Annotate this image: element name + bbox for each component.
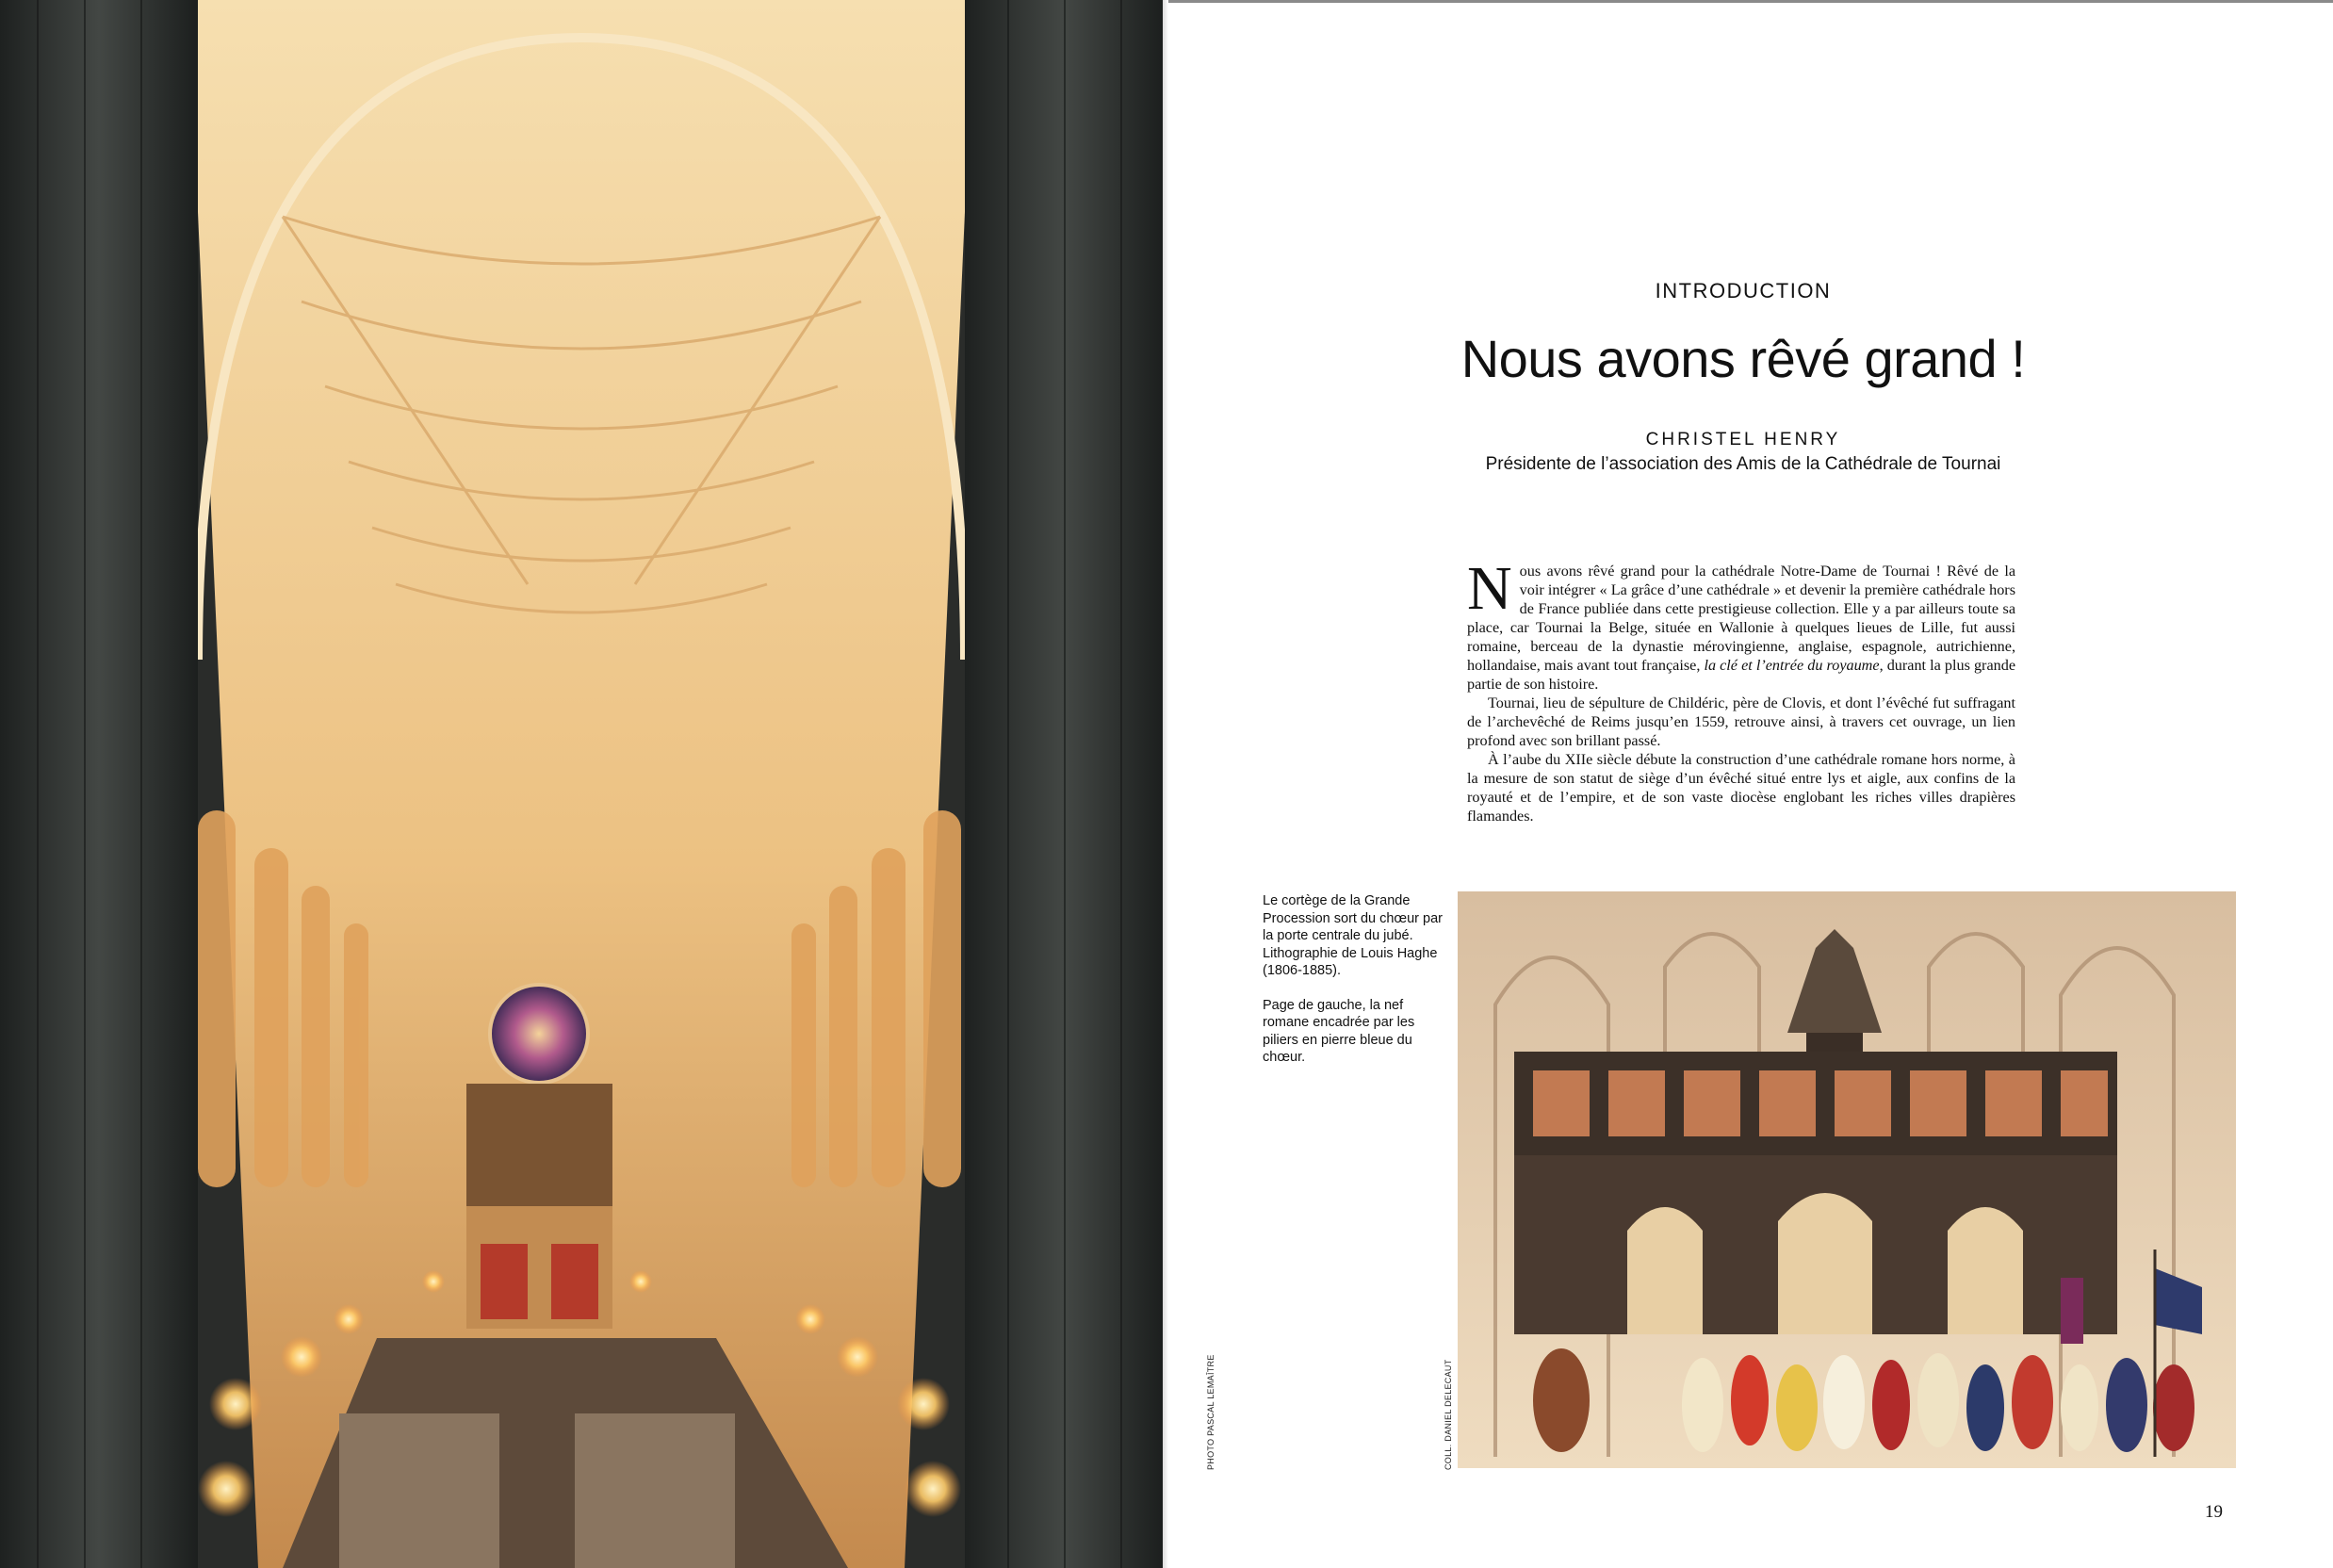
body-text: [1467, 554, 2015, 825]
photo-credit: PHOTO PASCAL LEMAÎTRE: [1206, 1354, 1215, 1470]
author-name: CHRISTEL HENRY: [1645, 430, 1841, 449]
left-pier: [0, 0, 198, 1568]
collection-credit: COLL. DANIEL DELECAUT: [1444, 1359, 1453, 1470]
paragraph-1-italic: la clé et l’entrée du royaume: [1704, 657, 1880, 674]
section-kicker: INTRODUCTION: [1655, 279, 1832, 302]
paragraph-1-text: ous avons rêvé grand pour la cathédrale Notre-Dame de Tournai ! Rêvé de la voir intégrer « La grâce d’une cathédrale » et devenir la première cathédrale hors de France publiée dans cette prestigieuse collection. Elle y a par ailleurs toute sa place, car Tournai la Belge, située en Wallonie à quelques lieues de Lille, fut aussi romaine, berceau de la dynastie mérovingienne, anglaise, espagnole, autrichienne, hollandaise, mais avant tout française,: [1467, 563, 2015, 674]
cathedral-nave-photo: [0, 0, 1163, 1568]
paragraph-3: À l’aube du XIIe siècle débute la construction d’une cathédrale romane hors norme, à la mesure de son statut de siège d’un évêché situé entre lys et aigle, aux confins de la royauté et de l’empire, et de son vaste diocèse englobant les riches villes drapières flamandes.: [1467, 751, 2015, 825]
paragraph-1: [1467, 554, 2015, 694]
procession-lithograph: [1458, 891, 2236, 1468]
drop-cap: N: [1467, 554, 1512, 623]
litho-caption: Le cortège de la Grande Procession sort du chœur par la porte centrale du jubé. Lithographie de Louis Haghe (1806-1885).: [1263, 893, 1443, 978]
captions: [1263, 892, 1451, 1084]
nave-caption: Page de gauche, la nef romane encadrée par les piliers en pierre bleue du chœur.: [1263, 997, 1415, 1065]
author-affiliation: Présidente de l’association des Amis de la Cathédrale de Tournai: [1485, 454, 2001, 474]
paragraph-1-end: , durant la plus grande partie de son histoire.: [1467, 657, 2015, 693]
organ: [466, 1084, 612, 1206]
paragraph-2: Tournai, lieu de sépulture de Childéric, père de Clovis, et dont l’évêché fut suffragant de l’archevêché de Reims jusqu’en 1559, retrouve ainsi, à travers cet ouvrage, un lien profond avec son brillant passé.: [1467, 694, 2015, 749]
page-title: Nous avons rêvé grand !: [1460, 329, 2026, 388]
page-number: 19: [2205, 1502, 2223, 1522]
rose-window: [490, 985, 588, 1083]
page-gutter: [1163, 0, 1168, 1568]
